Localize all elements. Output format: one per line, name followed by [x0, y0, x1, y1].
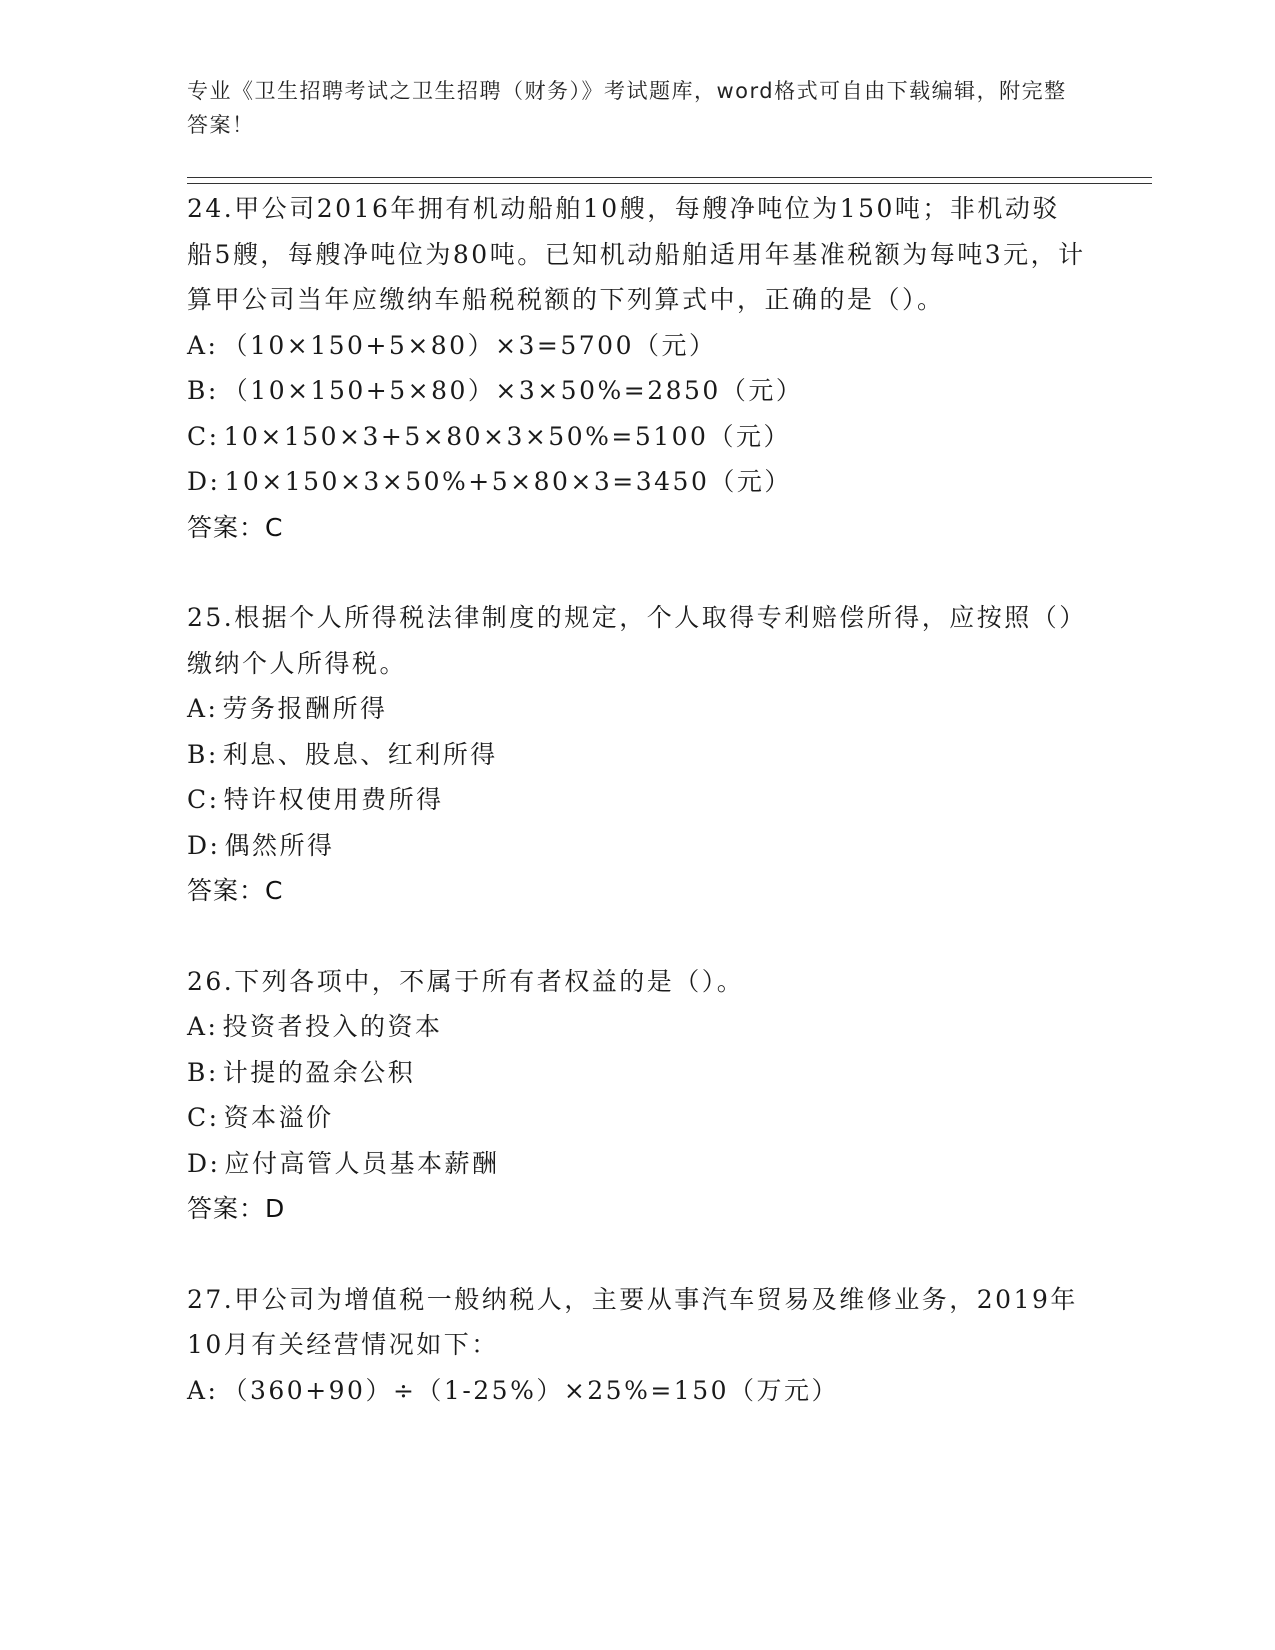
- option-key: A:: [187, 1375, 219, 1405]
- option-key: A:: [187, 330, 219, 360]
- option-key: D:: [187, 467, 221, 496]
- option-text: 资本溢价: [223, 1103, 334, 1132]
- option-a: [187, 323, 1087, 369]
- option-key: C:: [187, 421, 220, 451]
- option-text: （360+90）÷（1-25%）×25%=150（万元）: [222, 1375, 840, 1405]
- option-a: [187, 686, 1087, 732]
- option-key: B:: [187, 739, 219, 769]
- option-text: 投资者投入的资本: [222, 1012, 443, 1041]
- option-key: C:: [187, 785, 220, 814]
- option-b: [187, 732, 1087, 778]
- option-text: 应付高管人员基本薪酬: [224, 1148, 500, 1178]
- answer-line: 答案：D: [187, 1194, 286, 1223]
- question-24: [187, 186, 1087, 550]
- option-text: 偶然所得: [224, 830, 335, 860]
- option-b: [187, 1050, 1087, 1096]
- page-header: 专业《卫生招聘考试之卫生招聘（财务）》考试题库，word格式可自由下载编辑，附完整答案！: [187, 79, 1067, 137]
- option-key: B:: [187, 376, 219, 405]
- option-c: [187, 777, 1087, 823]
- option-text: 利息、股息、红利所得: [222, 739, 498, 769]
- option-text: 特许权使用费所得: [223, 785, 444, 814]
- header-rule-bottom: [187, 183, 1152, 184]
- question-stem: 26.下列各项中，不属于所有者权益的是（）。: [187, 966, 745, 996]
- question-stem: 25.根据个人所得税法律制度的规定，个人取得专利赔偿所得，应按照（）缴纳个人所得税。: [187, 603, 1087, 678]
- option-text: 劳务报酬所得: [222, 694, 388, 723]
- option-a: [187, 1368, 1087, 1414]
- option-b: [187, 368, 1087, 414]
- question-27: [187, 1277, 1087, 1414]
- option-text: （10×150+5×80）×3=5700（元）: [222, 330, 717, 360]
- answer-line: 答案：C: [187, 512, 284, 542]
- option-d: [187, 1141, 1087, 1187]
- option-c: [187, 1095, 1087, 1141]
- option-text: （10×150+5×80）×3×50%=2850（元）: [222, 376, 804, 405]
- answer-line: 答案：C: [187, 876, 284, 905]
- question-26: [187, 959, 1087, 1232]
- option-key: A:: [187, 1012, 219, 1041]
- question-25: [187, 595, 1087, 914]
- option-key: B:: [187, 1057, 219, 1087]
- question-list: [187, 186, 1087, 1413]
- option-d: [187, 459, 1087, 505]
- question-stem: 27.甲公司为增值税一般纳税人，主要从事汽车贸易及维修业务，2019年10月有关经营情况如下：: [187, 1284, 1078, 1359]
- header-rule-top: [187, 177, 1152, 178]
- option-text: 计提的盈余公积: [222, 1057, 416, 1087]
- option-d: [187, 823, 1087, 869]
- option-text: 10×150×3+5×80×3×50%=5100（元）: [223, 421, 791, 451]
- option-text: 10×150×3×50%+5×80×3=3450（元）: [224, 467, 792, 496]
- option-c: [187, 414, 1087, 460]
- option-key: D:: [187, 1148, 221, 1178]
- option-a: [187, 1004, 1087, 1050]
- option-key: D:: [187, 830, 221, 860]
- option-key: C:: [187, 1103, 220, 1132]
- question-stem: 24.甲公司2016年拥有机动船舶10艘，每艘净吨位为150吨；非机动驳船5艘，每艘净吨位为80吨。已知机动船舶适用年基准税额为每吨3元，计算甲公司当年应缴纳车船税税额的下列算式中，正确的是（）。: [187, 194, 1086, 314]
- option-key: A:: [187, 694, 219, 723]
